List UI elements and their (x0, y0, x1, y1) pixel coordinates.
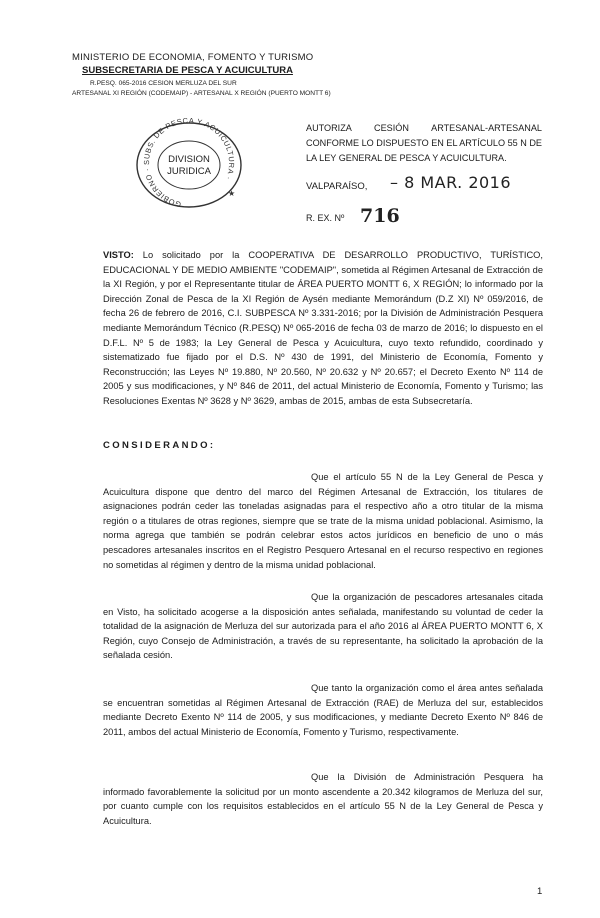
visto-text: Lo solicitado por la COOPERATIVA DE DESARROLLO PRODUCTIVO, TURÍSTICO, EDUCACIONAL Y DE MEDIO AMBIENTE "CODEMAIP", sometida al Régimen Artesanal de Extracción de la XI Región, y por el Representante titular de ÁREA PUERTO MONTT 6, X REGIÓN; lo informado por la Dirección Zonal de Pesca de la XI Región de Aysén mediante Memorándum (D.Z XI) Nº 059/2016, de fecha 26 de febrero de 2016, C.I. SUBPESCA Nº 3.331-2016; por la División de Administración Pesquera mediante Memorándum Técnico (R.PESQ) Nº 065-2016 de fecha 03 de marzo de 2016; lo dispuesto en el D.F.L. Nº 5 de 1983; la Ley General de Pesca y Acuicultura, cuyo texto refundido, coordinado y sistematizado fue fijado por el D.S. Nº 430 de 1991, del Ministerio de Economía, Fomento y Reconstrucción; las Leyes Nº 19.880, Nº 20.560, Nº 20.632 y Nº 20.657; el Decreto Exento Nº 114 de 2005 y sus modificaciones, y Nº 846 de 2011, del actual Ministerio de Economía, Fomento y Turismo; las Resoluciones Exentas Nº 3628 y Nº 3629, ambas de 2015, ambas de esta Subsecretaría. (103, 250, 543, 406)
reference-line-2: ARTESANAL XI REGIÓN (CODEMAIP) - ARTESANAL X REGIÓN (PUERTO MONTT 6) (72, 89, 331, 97)
place-name: VALPARAÍSO, (306, 181, 368, 192)
subsecretaria-name: SUBSECRETARIA DE PESCA Y ACUICULTURA (82, 65, 293, 76)
stamp-line-2: JURIDICA (167, 166, 211, 177)
visto-section (103, 248, 543, 409)
considerando-paragraph: Que el artículo 55 N de la Ley General de Pesca y Acuicultura dispone que dentro del marco del Régimen Artesanal de Extracción, los titulares de asignaciones podrán ceder las toneladas asignadas para el respectivo año a otro titular de la misma región o a titulares de otras regiones, siempre que se trate de la misma unidad poblacional. Asimismo, la norma agrega que también se podrán celebrar estos actos jurídicos en beneficio de uno o más pescadores artesanales inscritos en el Registro Pesquero Artesanal en el recurso respectivo en regiones no sometidas al régimen y dentro de la misma unidad poblacional. (103, 472, 543, 570)
resolution-summary: AUTORIZA CESIÓN ARTESANAL-ARTESANAL CONFORME LO DISPUESTO EN EL ARTÍCULO 55 N DE LA LEY GENERAL DE PESCA Y ACUICULTURA. (306, 123, 542, 163)
division-juridica-stamp (130, 118, 248, 212)
considerando-paragraph: Que la organización de pescadores artesanales citada en Visto, ha solicitado acogerse a la disposición antes señalada, manifestando su voluntad de ceder la totalidad de la asignación de Merluza del sur autorizada para el año 2016 al ÁREA PUERTO MONTT 6, X Región, cuyo Consejo de Administración, a través de su representante, ha solicitado la aprobación de la señalada cesión. (103, 592, 543, 661)
resolution-number: 716 (360, 205, 400, 227)
considerando-paragraph: Que la División de Administración Pesquera ha informado favorablemente la solicitud por un monto ascendente a 20.342 kilogramos de Merluza del sur, por cuanto cumple con los requisitos establecidos en el artículo 55 N de la Ley General de Pesca y Acuicultura. (103, 772, 543, 826)
page-number: 1 (537, 886, 543, 897)
reference-line-1: R.PESQ. 065-2016 CESION MERLUZA DEL SUR (90, 80, 237, 87)
resolution-number-label: R. EX. Nº (306, 213, 345, 223)
considerando-heading: CONSIDERANDO: (103, 440, 216, 451)
letterhead (72, 52, 372, 98)
stamp-ring-text: GOBIERNO · SUBS. DE PESCA Y ACUICULTURA · (141, 118, 237, 210)
considerando-paragraph: Que tanto la organización como el área antes señalada se encuentran sometidas al Régimen Artesanal de Extracción (RAE) de Merluza del sur, establecidos mediante Decreto Exento Nº 114 de 2005, y sus modificaciones, y mediante Decreto Exento Nº 846 de 2011, ambos del actual Ministerio de Economía, Fomento y Turismo, respectivamente. (103, 683, 543, 737)
resolution-number-block (306, 205, 506, 229)
star-icon: ★ (228, 189, 236, 198)
stamp-line-1: DIVISION (168, 154, 210, 165)
visto-label: VISTO: (103, 250, 134, 260)
place-date (306, 173, 566, 195)
ministry-name: MINISTERIO DE ECONOMIA, FOMENTO Y TURISMO (72, 52, 314, 63)
date-stamp: – 8 MAR. 2016 (390, 173, 512, 192)
